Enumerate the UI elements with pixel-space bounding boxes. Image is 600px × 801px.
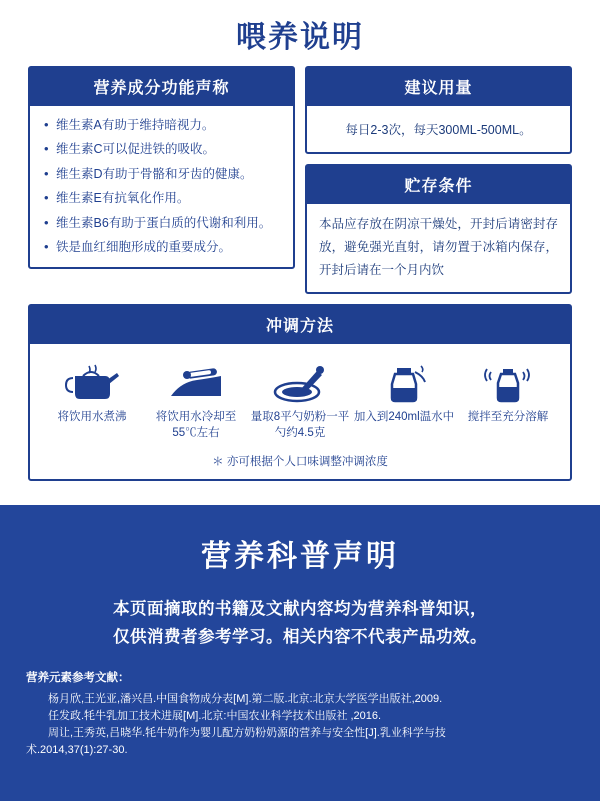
dosage-storage-column — [305, 66, 572, 294]
scoop-icon — [248, 358, 352, 404]
mixing-step — [40, 358, 144, 441]
thermometer-icon — [144, 358, 248, 404]
statement-section — [0, 505, 600, 801]
mixing-step — [352, 358, 456, 441]
statement-line-2: 仅供消费者参考学习。相关内容不代表产品功效。 — [113, 628, 487, 647]
mixing-step-label: 加入到240ml温水中 — [353, 411, 455, 424]
dosage-card — [305, 66, 572, 154]
kettle-icon — [40, 358, 144, 404]
list-item: • 维生素D有助于骨骼和牙齿的健康。 — [42, 165, 281, 184]
nutrition-card-title: 营养成分功能声称 — [30, 68, 293, 106]
references-heading: 营养元素参考文献： — [26, 672, 130, 685]
mixing-note: ＊ 亦可根据个人口味调整冲调浓度 — [212, 456, 388, 469]
list-item: • 维生素A有助于维持暗视力。 — [42, 116, 281, 135]
mixing-step — [456, 358, 560, 441]
statement-title: 营养科普声明 — [201, 540, 399, 573]
mixing-step-label: 将饮用水煮沸 — [57, 411, 127, 424]
mixing-step — [144, 358, 248, 441]
reference-item: 任发政.牦牛乳加工技术进展[M].北京:中国农业科学技术出版社 ,2016. — [48, 710, 382, 723]
mixing-step — [248, 358, 352, 441]
mixing-step-label: 将饮用水冷却至55℃左右 — [155, 411, 237, 439]
list-item: • 维生素C可以促进铁的吸收。 — [42, 140, 281, 159]
reference-item: 周让,王秀英,吕晓华.牦牛奶作为婴儿配方奶粉奶源的营养与安全性[J].乳业科学与技 — [48, 727, 446, 740]
dosage-card-text: 每日2-3次，每天300ML-500ML。 — [345, 123, 532, 137]
page-title: 喂养说明 — [236, 21, 364, 54]
mixing-step-label: 量取8平勺奶粉一平勺约4.5克 — [250, 411, 350, 439]
reference-item-continuation: 术.2014,37(1):27-30. — [26, 744, 128, 757]
statement-line-1: 本页面摘取的书籍及文献内容均为营养科普知识， — [113, 600, 487, 618]
dosage-card-title: 建议用量 — [307, 68, 570, 106]
mixing-steps — [30, 344, 570, 445]
bottle-pour-icon — [352, 358, 456, 404]
list-item: • 维生素E有抗氧化作用。 — [42, 189, 281, 208]
mixing-section — [0, 294, 600, 481]
storage-card — [305, 164, 572, 294]
storage-card-text: 本品应存放在阴凉干燥处，开封后请密封存放，避免强光直射，请勿置于冰箱内保存，开封后请在一个月内饮 — [319, 217, 558, 278]
list-item: • 维生素B6有助于蛋白质的代谢和利用。 — [42, 214, 281, 233]
list-item: • 铁是血红细胞形成的重要成分。 — [42, 238, 281, 257]
mixing-step-label: 搅拌至充分溶解 — [467, 411, 549, 424]
nutrition-list — [42, 116, 281, 257]
shake-bottle-icon — [456, 358, 560, 404]
mixing-card-title: 冲调方法 — [30, 306, 570, 344]
reference-item: 杨月欣,王光亚,潘兴昌.中国食物成分表[M].第二版.北京:北京大学医学出版社,2009. — [48, 693, 443, 706]
nutrition-column — [28, 66, 295, 269]
nutrition-card-body — [30, 106, 293, 267]
top-section — [0, 66, 600, 294]
mixing-card — [28, 304, 572, 481]
nutrition-card — [28, 66, 295, 269]
storage-card-title: 贮存条件 — [307, 166, 570, 204]
statement-body — [26, 595, 574, 651]
